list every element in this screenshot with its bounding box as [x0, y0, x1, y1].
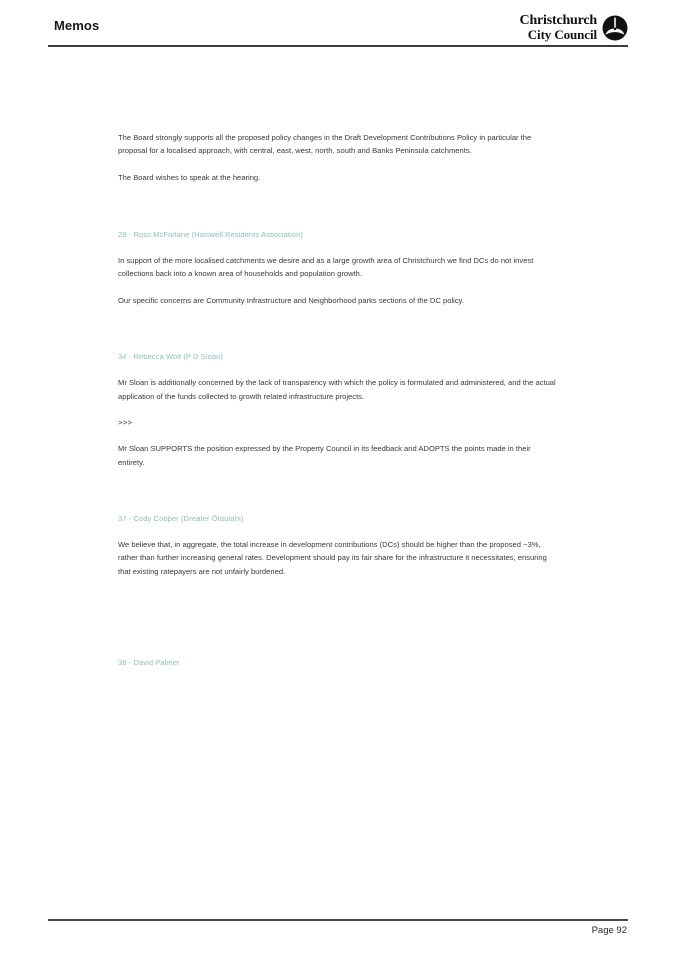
submission-heading: 29 - Ross McFarlane (Halswell Residents Association)	[118, 229, 303, 239]
spacer	[118, 241, 556, 254]
page-header	[48, 10, 628, 50]
paragraph: We believe that, in aggregate, the total increase in development contributions (DCs) should be higher than the proposed ~3%, rather than further increasing general rates. Development should pay its fair share for the infrastructure it necessitates, ensuring that existing ratepayers are not unfairly burdened.	[118, 540, 547, 576]
paragraph: Mr Sloan is additionally concerned by the lack of transparency with which the policy is formulated and administered, and the actual application of the funds collected to growth related infrastructure projects.	[118, 378, 556, 401]
christchurch-city-council-emblem-icon	[602, 15, 628, 41]
council-logo-line-2: City Council	[527, 27, 597, 43]
footer-divider	[48, 919, 628, 921]
paragraph: In support of the more localised catchments we desire and as a large growth area of Christchurch we find DCs do not invest collections back into a known area of households and population growth.	[118, 256, 534, 279]
submission-heading: 38 - David Palmer	[118, 658, 180, 668]
council-logo	[520, 14, 628, 42]
council-logo-wordmark	[520, 14, 597, 42]
spacer	[118, 197, 556, 228]
spacer	[118, 320, 556, 350]
header-divider	[48, 45, 628, 47]
paragraph: The Board strongly supports all the proposed policy changes in the Draft Development Contributions Policy in particular the proposal for a localised approach, with central, east, west, north, south and Banks Peninsula catchments.	[118, 133, 532, 156]
council-logo-line-1: Christchurch	[519, 13, 597, 28]
paragraph: Mr Sloan SUPPORTS the position expressed by the Property Council in its feedback and ADOPTS the points made in their entirety.	[118, 444, 531, 467]
submission-heading: 37 - Cody Cooper (Greater Ōtautahi)	[118, 513, 244, 523]
page-title: Memos	[54, 18, 100, 33]
document-body	[118, 131, 556, 669]
paragraph: The Board wishes to speak at the hearing.	[118, 172, 261, 182]
spacer	[118, 525, 556, 538]
spacer	[118, 363, 556, 376]
spacer	[118, 482, 556, 512]
spacer	[118, 591, 556, 656]
separator-marker: >>>	[118, 417, 133, 427]
paragraph: Our specific concerns are Community Infrastructure and Neighborhood parks sections of the DC policy.	[118, 295, 464, 305]
submission-heading: 34 - Rebecca Wolt (P D Sloan)	[118, 352, 223, 362]
page-number: Page 92	[591, 925, 627, 936]
